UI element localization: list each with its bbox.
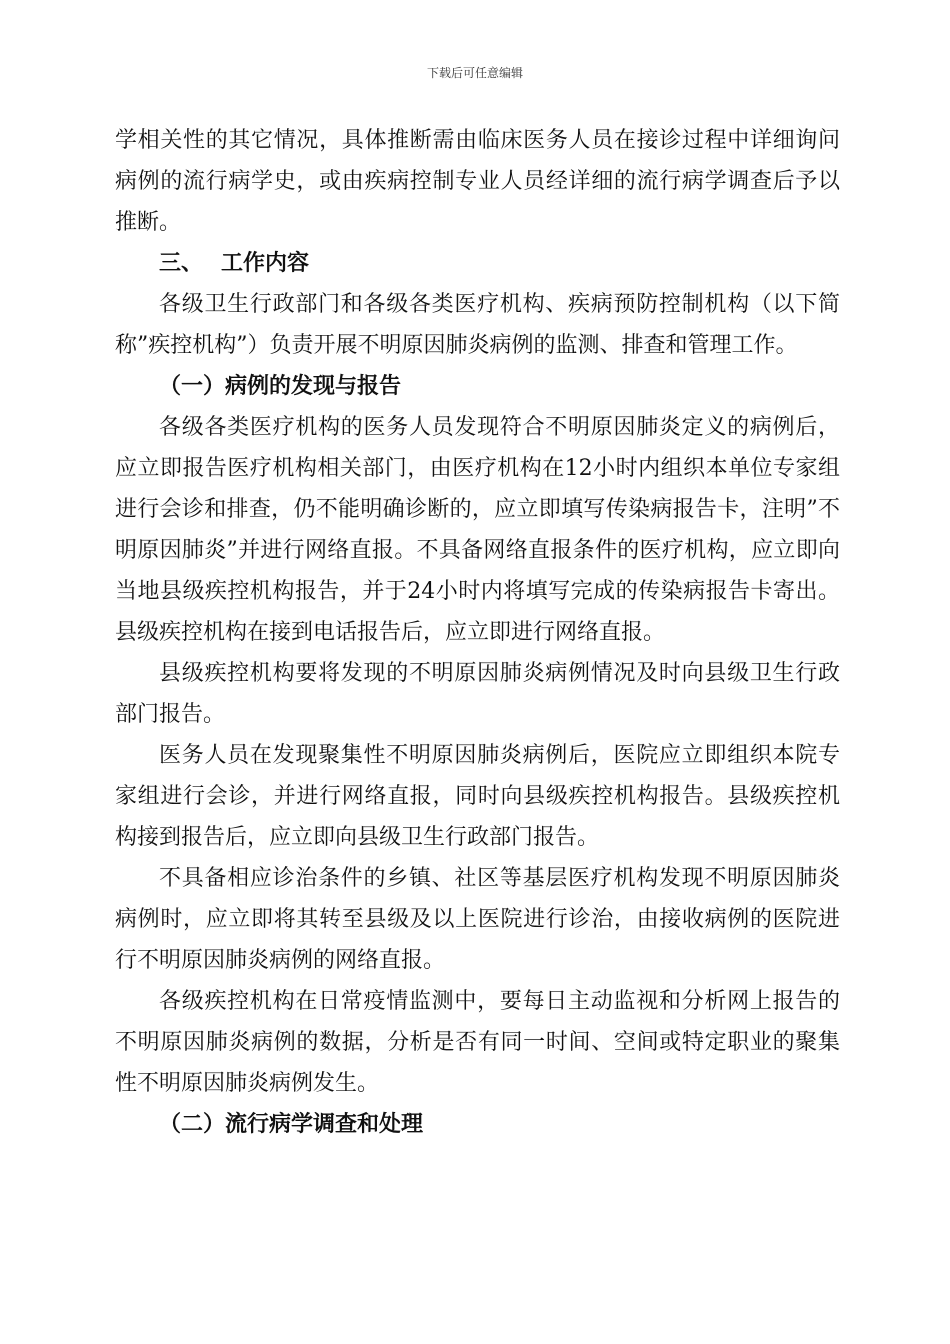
subsection-heading-1: （一）病例的发现与报告: [159, 373, 402, 399]
section-number: 三、: [159, 250, 204, 276]
paragraph-reporting-1: 各级各类医疗机构的医务人员发现符合不明原因肺炎定义的病例后，应立即报告医疗机构相关部门，由医疗机构在12小时内组织本单位专家组进行会诊和排查，仍不能明确诊断的，应立即填写传染病报告卡，注明”不明原因肺炎”并进行网络直报。不具备网络直报条件的医疗机构，应立即向当地县级疾控机构报告，并于24小时内将填写完成的传染病报告卡寄出。县级疾控机构在接到电话报告后，应立即进行网络直报。: [115, 415, 840, 645]
paragraph-reporting-4: 不具备相应诊治条件的乡镇、社区等基层医疗机构发现不明原因肺炎病例时，应立即将其转至县级及以上医院进行诊治，由接收病例的医院进行不明原因肺炎病例的网络直报。: [115, 866, 840, 973]
paragraph-section-intro: 各级卫生行政部门和各级各类医疗机构、疾病预防控制机构（以下简称”疾控机构”）负责开展不明原因肺炎病例的监测、排查和管理工作。: [115, 292, 840, 358]
paragraph-continued: 学相关性的其它情况，具体推断需由临床医务人员在接诊过程中详细询问病例的流行病学史，或由疾病控制专业人员经详细的流行病学调查后予以推断。: [115, 128, 840, 235]
paragraph-reporting-5: 各级疾控机构在日常疫情监测中，要每日主动监视和分析网上报告的不明原因肺炎病例的数据，分析是否有同一时间、空间或特定职业的聚集性不明原因肺炎病例发生。: [115, 989, 840, 1096]
section-title: 工作内容: [221, 250, 310, 276]
running-header: 下载后可任意编辑: [426, 66, 523, 80]
paragraph-reporting-2: 县级疾控机构要将发现的不明原因肺炎病例情况及时向县级卫生行政部门报告。: [115, 661, 840, 727]
document-body: [115, 120, 840, 1145]
subsection-heading-2: （二）流行病学调查和处理: [159, 1111, 424, 1137]
section-heading-3: [115, 243, 840, 284]
paragraph-reporting-3: 医务人员在发现聚集性不明原因肺炎病例后，医院应立即组织本院专家组进行会诊，并进行网络直报，同时向县级疾控机构报告。县级疾控机构接到报告后，应立即向县级卫生行政部门报告。: [115, 743, 840, 850]
